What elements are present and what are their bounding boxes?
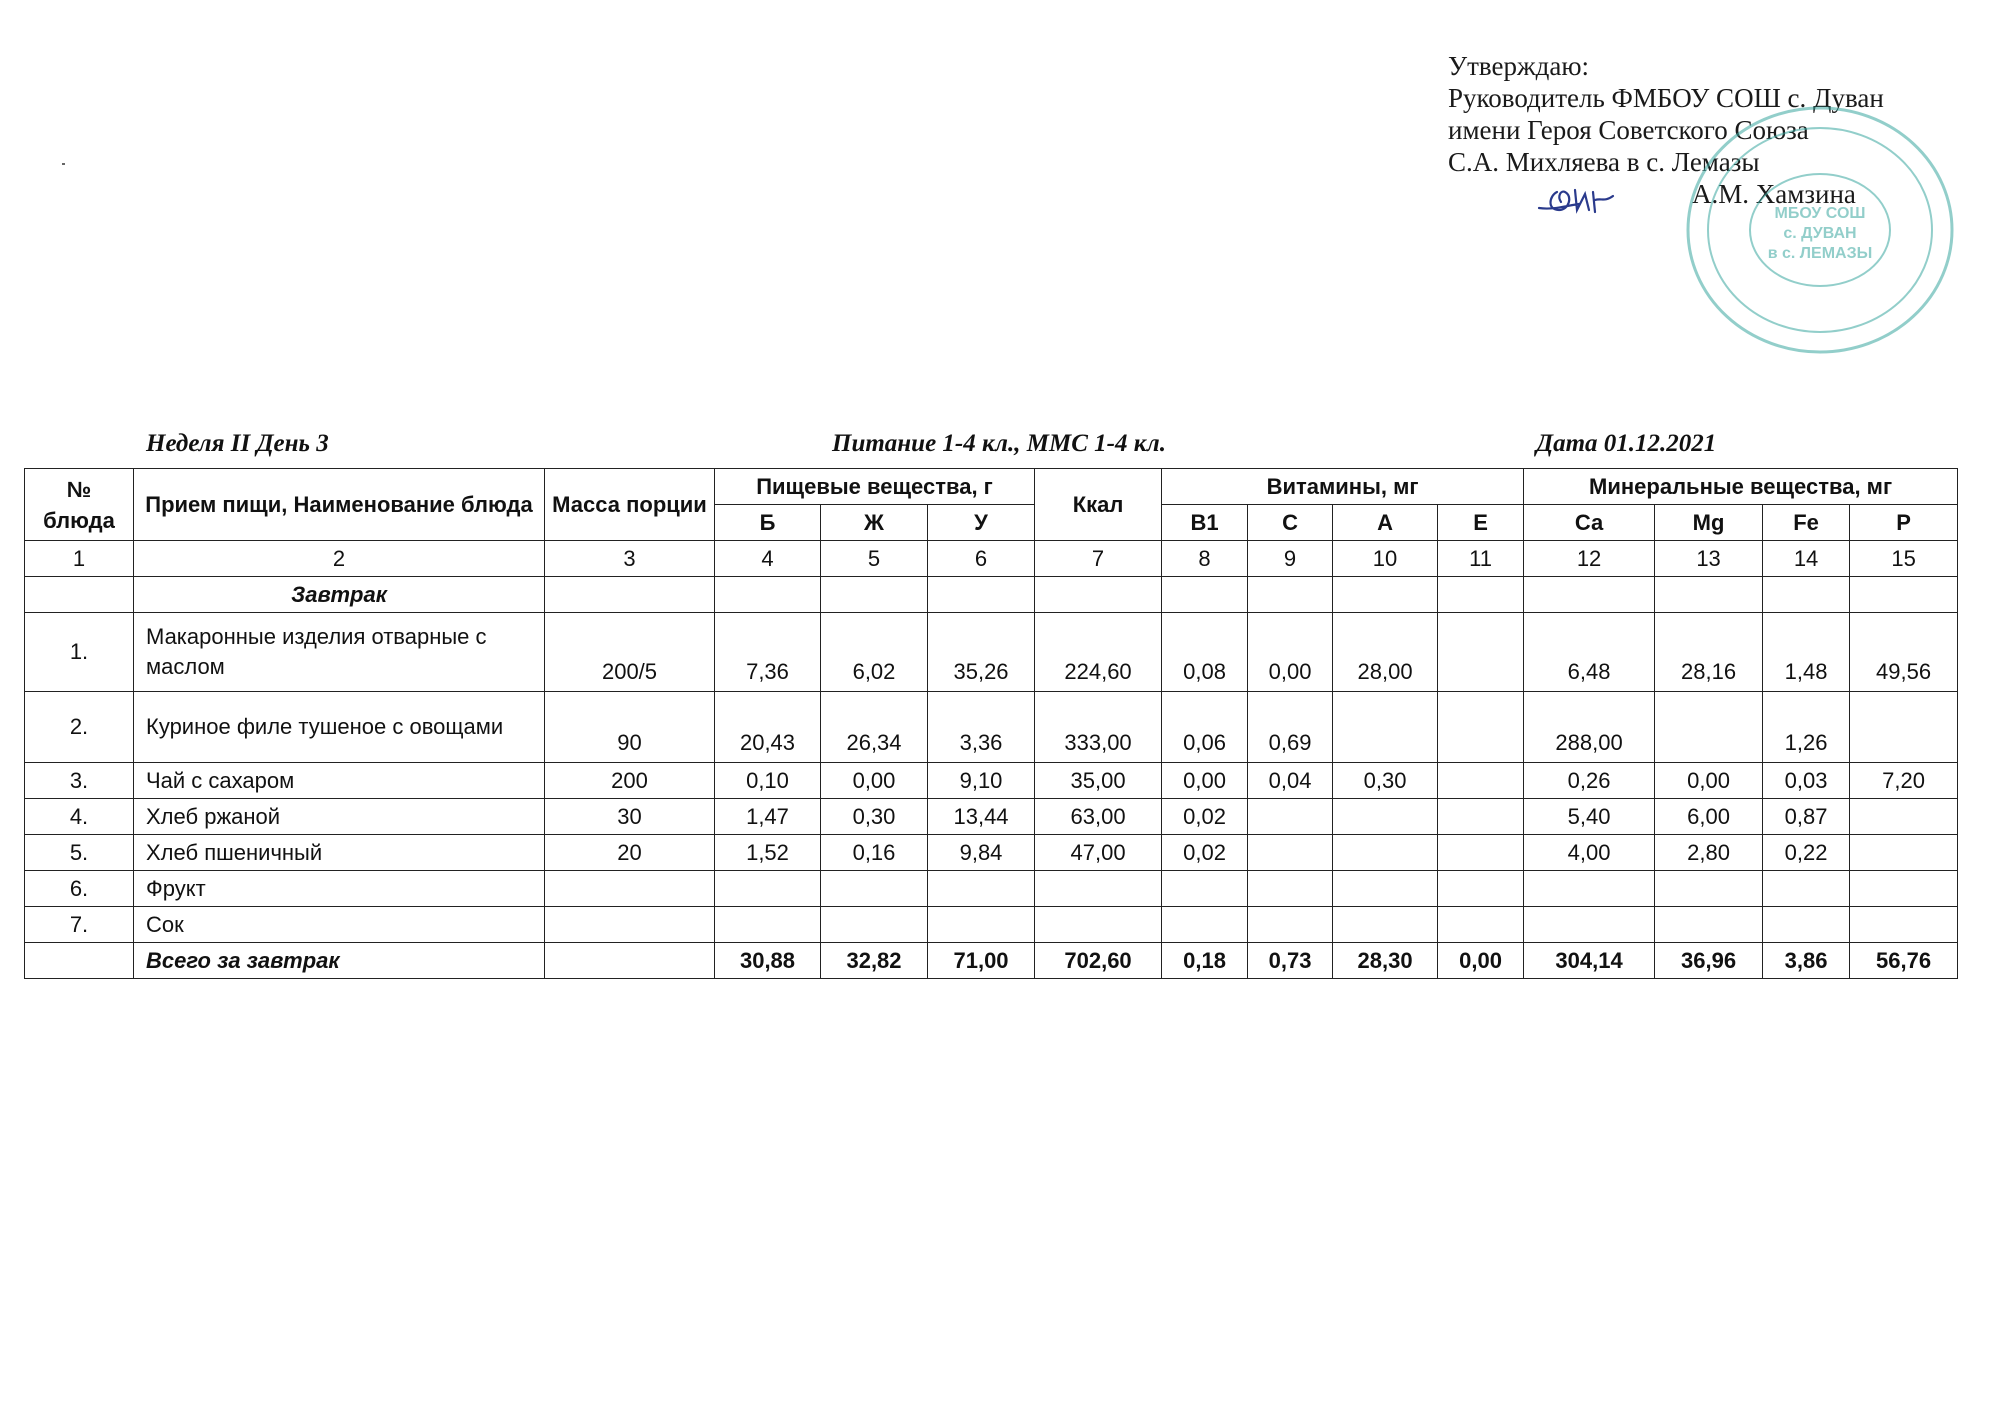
dish-name: Куриное филе тушеное с овощами xyxy=(134,692,545,763)
portion-mass xyxy=(545,871,715,907)
total-carbs: 71,00 xyxy=(928,943,1035,979)
cell-magnesium xyxy=(1655,692,1763,763)
dish-name: Хлеб ржаной xyxy=(134,799,545,835)
cell-vitamin-b1 xyxy=(1162,907,1248,943)
table-row xyxy=(25,907,1958,943)
column-number: 4 xyxy=(715,541,821,577)
svg-text:МБОУ СОШ: МБОУ СОШ xyxy=(1774,205,1866,222)
cell-magnesium xyxy=(1655,871,1763,907)
column-number: 13 xyxy=(1655,541,1763,577)
portion-mass xyxy=(545,907,715,943)
header-vitamin-e: Е xyxy=(1438,505,1524,541)
cell-vitamin-a xyxy=(1333,871,1438,907)
total-vitamin-c: 0,73 xyxy=(1248,943,1333,979)
cell-magnesium xyxy=(1655,907,1763,943)
cell-calcium: 6,48 xyxy=(1524,613,1655,692)
cell-vitamin-c: 0,00 xyxy=(1248,613,1333,692)
cell-carbs xyxy=(928,871,1035,907)
cell-calcium: 5,40 xyxy=(1524,799,1655,835)
header-kcal: Ккал xyxy=(1035,469,1162,541)
cell-vitamin-a: 28,00 xyxy=(1333,613,1438,692)
approval-line: Утверждаю: xyxy=(1448,51,1590,81)
cell-fat: 0,30 xyxy=(821,799,928,835)
cell-protein: 20,43 xyxy=(715,692,821,763)
dish-number: 4. xyxy=(25,799,134,835)
cell-vitamin-a xyxy=(1333,835,1438,871)
cell-calcium: 288,00 xyxy=(1524,692,1655,763)
cell-fat xyxy=(821,871,928,907)
portion-mass: 30 xyxy=(545,799,715,835)
total-magnesium: 36,96 xyxy=(1655,943,1763,979)
cell-kcal: 63,00 xyxy=(1035,799,1162,835)
dish-number: 2. xyxy=(25,692,134,763)
dish-number: 7. xyxy=(25,907,134,943)
nutrition-label: Питание 1-4 кл., ММС 1-4 кл. xyxy=(832,430,1166,457)
stamp-icon xyxy=(1680,100,1960,360)
dish-number: 6. xyxy=(25,871,134,907)
dish-name: Чай с сахаром xyxy=(134,763,545,799)
cell-protein: 0,10 xyxy=(715,763,821,799)
cell-vitamin-b1: 0,02 xyxy=(1162,799,1248,835)
svg-text:в с. ЛЕМАЗЫ: в с. ЛЕМАЗЫ xyxy=(1767,245,1873,262)
cell-magnesium: 6,00 xyxy=(1655,799,1763,835)
cell-vitamin-b1: 0,02 xyxy=(1162,835,1248,871)
total-kcal: 702,60 xyxy=(1035,943,1162,979)
column-number: 8 xyxy=(1162,541,1248,577)
approval-line: имени Героя Советского Союза xyxy=(1448,115,1809,145)
cell-phosphorus xyxy=(1850,907,1958,943)
total-calcium: 304,14 xyxy=(1524,943,1655,979)
column-number: 6 xyxy=(928,541,1035,577)
cell-vitamin-c xyxy=(1248,871,1333,907)
table-row xyxy=(25,799,1958,835)
cell-vitamin-b1: 0,08 xyxy=(1162,613,1248,692)
header-carbs: У xyxy=(928,505,1035,541)
cell-vitamin-e xyxy=(1438,835,1524,871)
header-phosphorus: Р xyxy=(1850,505,1958,541)
cell-carbs: 9,10 xyxy=(928,763,1035,799)
cell-fat: 6,02 xyxy=(821,613,928,692)
approval-signer: А.М. Хамзина xyxy=(1692,179,1856,209)
header-vitamins: Витамины, мг xyxy=(1162,469,1524,505)
cell-carbs: 9,84 xyxy=(928,835,1035,871)
header-vitamin-a: А xyxy=(1333,505,1438,541)
cell-kcal: 333,00 xyxy=(1035,692,1162,763)
cell-vitamin-b1: 0,06 xyxy=(1162,692,1248,763)
header-vitamin-b1: В1 xyxy=(1162,505,1248,541)
cell-protein: 1,52 xyxy=(715,835,821,871)
cell-magnesium: 2,80 xyxy=(1655,835,1763,871)
section-row xyxy=(25,577,1958,613)
cell-kcal: 47,00 xyxy=(1035,835,1162,871)
dish-name: Сок xyxy=(134,907,545,943)
portion-mass: 200 xyxy=(545,763,715,799)
cell-phosphorus xyxy=(1850,799,1958,835)
cell-iron: 1,48 xyxy=(1763,613,1850,692)
header-fat: Ж xyxy=(821,505,928,541)
cell-protein: 1,47 xyxy=(715,799,821,835)
table-row xyxy=(25,835,1958,871)
table-row xyxy=(25,763,1958,799)
cell-fat: 26,34 xyxy=(821,692,928,763)
portion-mass: 90 xyxy=(545,692,715,763)
portion-mass: 20 xyxy=(545,835,715,871)
cell-magnesium: 0,00 xyxy=(1655,763,1763,799)
dish-number: 3. xyxy=(25,763,134,799)
cell-vitamin-c xyxy=(1248,835,1333,871)
cell-calcium: 0,26 xyxy=(1524,763,1655,799)
cell-vitamin-e xyxy=(1438,692,1524,763)
total-vitamin-b1: 0,18 xyxy=(1162,943,1248,979)
column-number: 3 xyxy=(545,541,715,577)
header-vitamin-c: С xyxy=(1248,505,1333,541)
dish-name: Фрукт xyxy=(134,871,545,907)
column-number: 14 xyxy=(1763,541,1850,577)
cell-carbs xyxy=(928,907,1035,943)
cell-phosphorus: 7,20 xyxy=(1850,763,1958,799)
approval-line: Руководитель ФМБОУ СОШ с. Дуван xyxy=(1448,83,1884,113)
dish-number: 1. xyxy=(25,613,134,692)
column-number: 5 xyxy=(821,541,928,577)
cell-vitamin-a xyxy=(1333,799,1438,835)
cell-vitamin-b1 xyxy=(1162,871,1248,907)
total-row xyxy=(25,943,1958,979)
cell-vitamin-a: 0,30 xyxy=(1333,763,1438,799)
cell-iron xyxy=(1763,871,1850,907)
column-number-row xyxy=(25,541,1958,577)
portion-mass: 200/5 xyxy=(545,613,715,692)
cell-fat: 0,00 xyxy=(821,763,928,799)
cell-vitamin-e xyxy=(1438,613,1524,692)
cell-phosphorus: 49,56 xyxy=(1850,613,1958,692)
column-number: 11 xyxy=(1438,541,1524,577)
cell-iron: 1,26 xyxy=(1763,692,1850,763)
column-number: 9 xyxy=(1248,541,1333,577)
cell-protein: 7,36 xyxy=(715,613,821,692)
header-iron: Fe xyxy=(1763,505,1850,541)
cell-iron: 0,03 xyxy=(1763,763,1850,799)
column-number: 1 xyxy=(25,541,134,577)
week-day: Неделя II День 3 xyxy=(146,430,329,457)
cell-vitamin-e xyxy=(1438,763,1524,799)
cell-vitamin-e xyxy=(1438,799,1524,835)
column-number: 12 xyxy=(1524,541,1655,577)
cell-vitamin-c: 0,04 xyxy=(1248,763,1333,799)
cell-calcium xyxy=(1524,871,1655,907)
header-nutrients: Пищевые вещества, г xyxy=(715,469,1035,505)
cell-iron: 0,22 xyxy=(1763,835,1850,871)
menu-table xyxy=(24,468,1958,979)
cell-protein xyxy=(715,871,821,907)
cell-fat: 0,16 xyxy=(821,835,928,871)
cell-vitamin-e xyxy=(1438,907,1524,943)
column-number: 2 xyxy=(134,541,545,577)
total-label: Всего за завтрак xyxy=(134,943,545,979)
cell-vitamin-a xyxy=(1333,907,1438,943)
table-row xyxy=(25,871,1958,907)
cell-phosphorus xyxy=(1850,835,1958,871)
header-protein: Б xyxy=(715,505,821,541)
header-minerals: Минеральные вещества, мг xyxy=(1524,469,1958,505)
total-fat: 32,82 xyxy=(821,943,928,979)
cell-vitamin-c xyxy=(1248,799,1333,835)
cell-vitamin-b1: 0,00 xyxy=(1162,763,1248,799)
cell-phosphorus xyxy=(1850,692,1958,763)
cell-calcium xyxy=(1524,907,1655,943)
cell-vitamin-e xyxy=(1438,871,1524,907)
menu-date: Дата 01.12.2021 xyxy=(1536,430,1717,457)
header-dish-number: № блюда xyxy=(25,469,134,541)
total-vitamin-a: 28,30 xyxy=(1333,943,1438,979)
cell-vitamin-a xyxy=(1333,692,1438,763)
cell-carbs: 13,44 xyxy=(928,799,1035,835)
total-phosphorus: 56,76 xyxy=(1850,943,1958,979)
approval-line: С.А. Михляева в с. Лемазы xyxy=(1448,147,1760,177)
scan-speck xyxy=(62,163,65,165)
cell-kcal: 35,00 xyxy=(1035,763,1162,799)
dish-number: 5. xyxy=(25,835,134,871)
cell-kcal xyxy=(1035,907,1162,943)
header-dish-name: Прием пищи, Наименование блюда xyxy=(134,469,545,541)
cell-carbs: 35,26 xyxy=(928,613,1035,692)
header-portion-mass: Масса порции xyxy=(545,469,715,541)
total-iron: 3,86 xyxy=(1763,943,1850,979)
table-row xyxy=(25,692,1958,763)
cell-carbs: 3,36 xyxy=(928,692,1035,763)
dish-name: Хлеб пшеничный xyxy=(134,835,545,871)
header-calcium: Са xyxy=(1524,505,1655,541)
cell-kcal: 224,60 xyxy=(1035,613,1162,692)
column-number: 7 xyxy=(1035,541,1162,577)
cell-iron: 0,87 xyxy=(1763,799,1850,835)
cell-kcal xyxy=(1035,871,1162,907)
cell-vitamin-c xyxy=(1248,907,1333,943)
cell-calcium: 4,00 xyxy=(1524,835,1655,871)
cell-iron xyxy=(1763,907,1850,943)
column-number: 15 xyxy=(1850,541,1958,577)
cell-magnesium: 28,16 xyxy=(1655,613,1763,692)
total-vitamin-e: 0,00 xyxy=(1438,943,1524,979)
cell-phosphorus xyxy=(1850,871,1958,907)
cell-fat xyxy=(821,907,928,943)
column-number: 10 xyxy=(1333,541,1438,577)
cell-protein xyxy=(715,907,821,943)
table-row xyxy=(25,613,1958,692)
dish-name: Макаронные изделия отварные с маслом xyxy=(134,613,545,692)
header-magnesium: Mg xyxy=(1655,505,1763,541)
cell-vitamin-c: 0,69 xyxy=(1248,692,1333,763)
signature-icon xyxy=(1535,180,1620,220)
section-breakfast: Завтрак xyxy=(134,577,545,613)
svg-text:с. ДУВАН: с. ДУВАН xyxy=(1783,225,1857,242)
total-protein: 30,88 xyxy=(715,943,821,979)
